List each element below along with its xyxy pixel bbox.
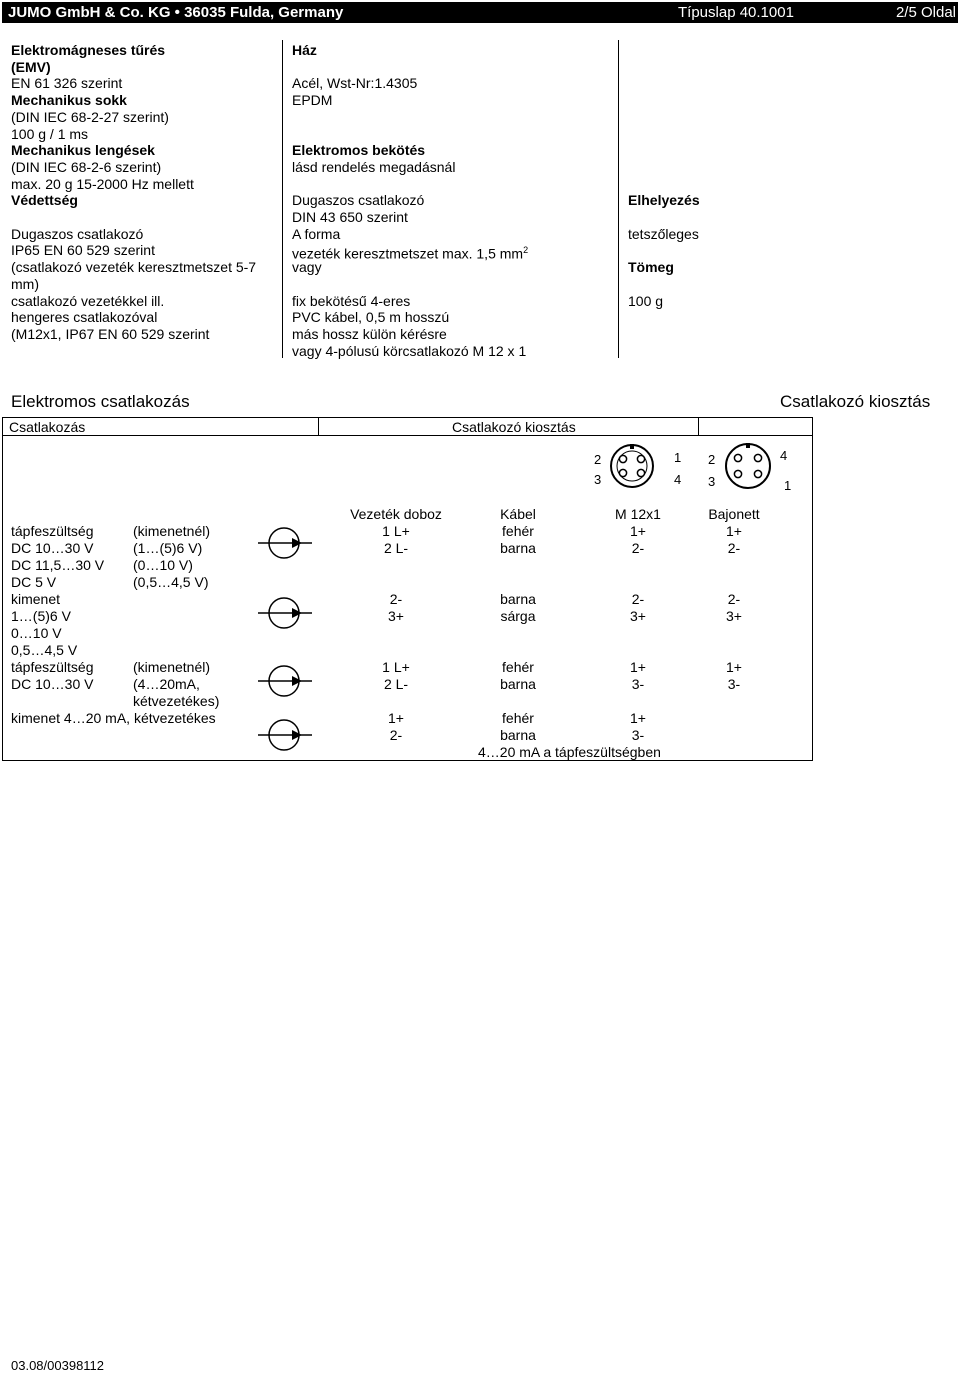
assignment-cell: fehér [502,523,534,539]
spec-line: (DIN IEC 68-2-6 szerint) [11,158,162,175]
column-header: Vezeték doboz [350,506,442,522]
row-sublabel: (1…(5)6 V) [133,540,203,556]
table-left-border [2,417,3,761]
pin-label: 2 [708,452,716,467]
assignment-cell: 1+ [726,523,742,539]
table-right-border [812,417,813,761]
assignment-cell: 1+ [630,523,646,539]
row-sublabel: (kimenetnél) [133,523,211,539]
spec-line: Elektromágneses tűrés [11,42,166,58]
spec-line: mm) [11,275,39,292]
assignment-cell: 2 L- [383,676,409,692]
document-number: 03.08/00398112 [11,1358,105,1373]
row-label: kimenet 4…20 mA, kétvezetékes [11,710,216,726]
spec-line: Elhelyezés [628,192,700,209]
row-sublabel: (kimenetnél) [133,659,211,675]
row-label: DC 10…30 V [11,540,94,556]
connector-diagram-bayonet [700,438,810,498]
pin-label: 3 [594,472,602,487]
superscript: 2 [523,245,529,256]
assignment-cell: 3- [631,676,645,692]
assignment-cell: 1 L+ [382,523,410,539]
row-label: tápfeszültség [11,523,94,539]
row-sublabel: kétvezetékes) [133,693,220,709]
spec-line: lásd rendelés megadásnál [292,158,456,175]
header-bar [2,2,958,23]
spec-line: (csatlakozó vezeték keresztmetszet 5-7 [11,259,257,276]
spec-line: Dugaszos csatlakozó [292,192,425,209]
spec-divider-1 [282,40,283,358]
table-head-divider-2 [698,417,699,435]
spec-line: max. 20 g 15-2000 Hz mellett [11,175,194,192]
spec-line: (EMV) [11,58,51,75]
table-top-border [2,417,813,418]
pin-label: 1 [674,450,682,465]
assignment-cell: 1+ [726,659,742,675]
transmitter-symbol-output [258,596,318,630]
row-label: DC 11,5…30 V [11,557,105,573]
assignment-cell: 2 L- [383,540,409,556]
spec-line: Mechanikus sokk [11,92,127,109]
assignment-cell: sárga [500,608,536,624]
spec-line: Ház [292,42,317,58]
spec-line: Védettség [11,192,78,209]
spec-line: más hossz külön kérésre [292,325,447,342]
assignment-cell: barna [500,540,536,556]
row-sublabel: (0,5…4,5 V) [133,574,209,590]
assignment-cell: 1+ [388,710,404,726]
transmitter-symbol-current [258,664,318,698]
spec-line: Tömeg [628,259,674,276]
table-bottom-border [2,760,813,761]
spec-line: tetszőleges [628,225,699,242]
spec-line: PVC kábel, 0,5 m hosszú [292,309,450,326]
spec-line: DIN 43 650 szerint [292,209,408,225]
row-sublabel: (0…10 V) [133,557,193,573]
table-head-border [2,435,813,436]
spec-line: IP65 EN 60 529 szerint [11,242,155,259]
assignment-cell: 2- [389,591,403,607]
row-label: tápfeszültség [11,659,94,675]
spec-line: A forma [292,225,341,242]
page-number: 2/5 Oldal [895,4,956,21]
spec-line: Acél, Wst-Nr:1.4305 [292,75,418,92]
spec-line: 100 g [628,292,664,309]
spec-divider-2 [618,40,619,358]
spec-line: vezeték keresztmetszet max. 1,5 $mm^2$ [292,245,529,263]
pin-label: 3 [708,474,716,489]
assignment-cell: 2- [631,591,645,607]
assignment-cell: 3+ [630,608,646,624]
spec-line: EN 61 326 szerint [11,75,123,92]
assignment-cell: 1 L+ [382,659,410,675]
pin-label: 1 [784,478,792,493]
pin-label: 4 [674,472,682,487]
spec-line: csatlakozó vezetékkel ill. [11,292,165,309]
pin-label: 2 [594,452,602,467]
assignment-cell: 2- [727,540,741,556]
table-head-connection: Csatlakozás [9,419,86,435]
assignment-cell: 3+ [388,608,404,624]
assignment-cell: 2- [631,540,645,556]
assignment-cell: fehér [502,659,534,675]
spec-line: fix bekötésű 4-eres [292,292,411,309]
spec-line: 100 g / 1 ms [11,125,89,142]
company-address: JUMO GmbH & Co. KG • 36035 Fulda, Germany [8,4,344,21]
assignment-cell: barna [500,727,536,743]
current-loop-note: 4…20 mA a tápfeszültségben [478,744,661,760]
pin-label: 4 [780,448,788,463]
section-title-connection: Elektromos csatlakozás [11,392,190,411]
assignment-cell: 3- [631,727,645,743]
spec-line: (M12x1, IP67 EN 60 529 szerint [11,325,210,342]
assignment-cell: 2- [389,727,403,743]
assignment-cell: barna [500,676,536,692]
column-header: Kábel [500,506,536,522]
row-label: DC 5 V [11,574,57,590]
assignment-cell: barna [500,591,536,607]
column-header: Bajonett [708,506,760,522]
spec-line: vagy 4-pólusú körcsatlakozó M 12 x 1 [292,342,527,359]
assignment-cell: 3- [727,676,741,692]
row-label: 0,5…4,5 V [11,642,78,658]
spec-line: (DIN IEC 68-2-27 szerint) [11,108,169,125]
assignment-cell: 2- [727,591,741,607]
spec-line: vagy [292,259,322,276]
type-sheet-number: Típuslap 40.1001 [678,4,794,21]
column-header: M 12x1 [615,506,661,522]
section-title-pinout: Csatlakozó kiosztás [780,392,931,411]
row-label: DC 10…30 V [11,676,94,692]
spec-line: hengeres csatlakozóval [11,309,158,326]
transmitter-symbol-voltage [258,526,318,560]
assignment-cell: fehér [502,710,534,726]
spec-line: Elektromos bekötés [292,142,426,159]
assignment-cell: 1+ [630,710,646,726]
row-sublabel: (4…20mA, [133,676,200,692]
connector-diagram-m12 [588,438,698,498]
assignment-cell: 1+ [630,659,646,675]
row-label: 0…10 V [11,625,62,641]
row-label: 1…(5)6 V [11,608,71,624]
transmitter-symbol-two-wire [258,718,318,752]
table-head-divider-1 [318,417,319,435]
spec-line: EPDM [292,92,333,109]
row-label: kimenet [11,591,61,607]
assignment-cell: 3+ [726,608,742,624]
spec-line: Mechanikus lengések [11,142,155,159]
spec-line: Dugaszos csatlakozó [11,225,144,242]
table-head-pinout: Csatlakozó kiosztás [452,419,576,435]
